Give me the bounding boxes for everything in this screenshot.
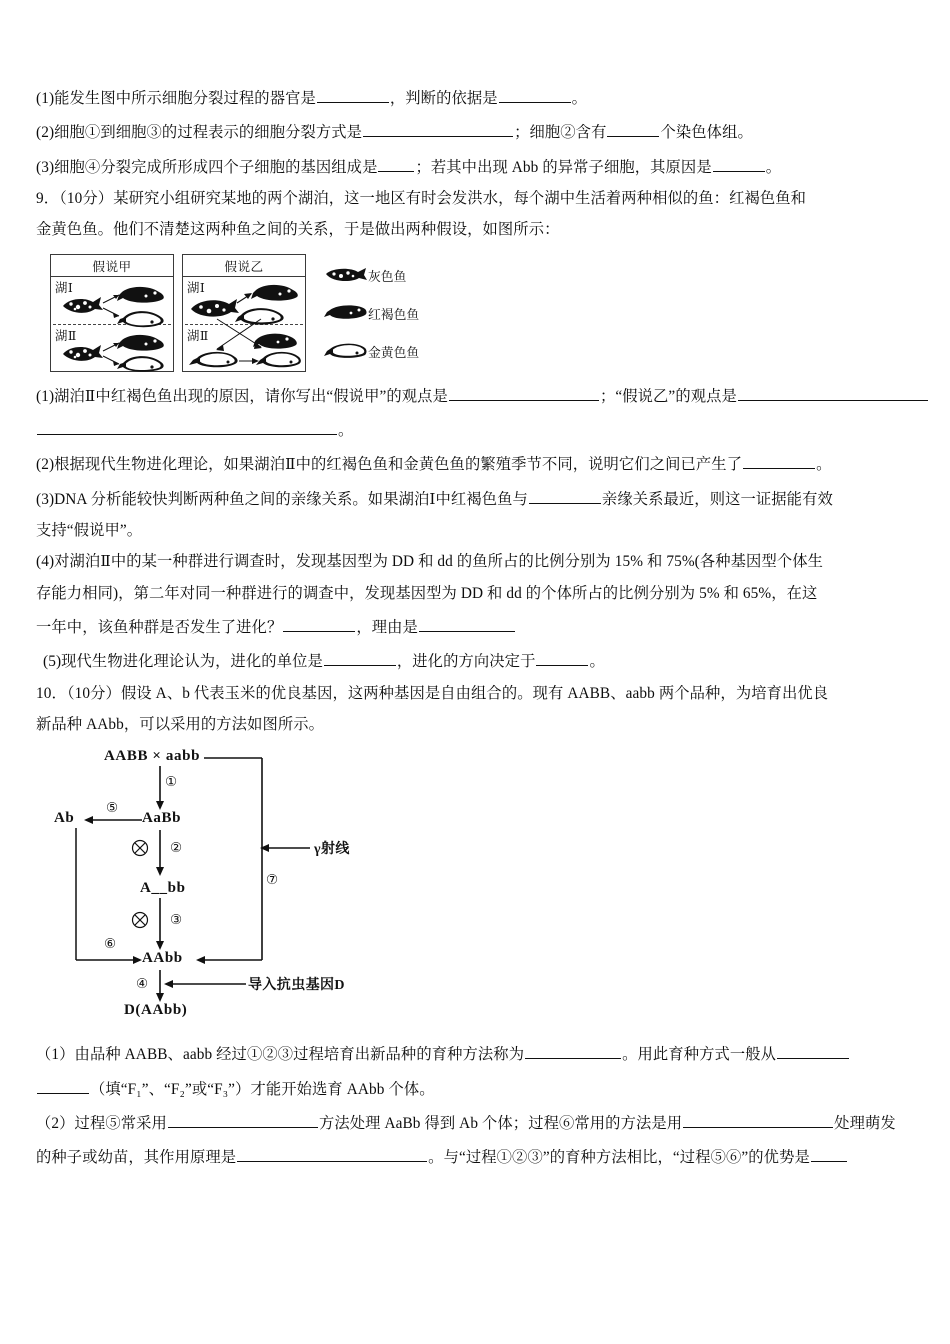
q9-item-1-prefix: (1): [36, 387, 55, 405]
q10-item-1-seg3: （填“F₁”、“F₂”或“F₃”）才能开始选育 AAbb 个体。: [90, 1080, 435, 1098]
answer-blank[interactable]: [283, 617, 355, 632]
q9-item-4-line2: [36, 586, 914, 601]
q9-item-4-seg3: 一年中，该鱼种群是否发生了进化？: [36, 619, 283, 637]
self-cross-icon-2: [133, 913, 148, 928]
golden-fish-icon: [189, 352, 238, 367]
fish-hypothesis-diagram: [36, 254, 914, 376]
q8-item-3-seg2: ；若其中出现 Abb 的异常子细胞，其原因是: [415, 158, 712, 176]
answer-blank[interactable]: [363, 122, 513, 137]
answer-blank[interactable]: [378, 157, 414, 172]
answer-blank[interactable]: [419, 617, 515, 632]
gamma-ray-annotation: γ射线: [314, 842, 350, 858]
q9-item-4-prefix: (4): [36, 553, 55, 571]
redbrown-fish-icon: [251, 285, 298, 301]
answer-blank[interactable]: [168, 1113, 318, 1128]
q9-item-3-seg3: 支持“假说甲”。: [36, 522, 143, 540]
golden-fish-icon: [256, 352, 301, 367]
q8-item-1-prefix: (1): [36, 90, 55, 108]
q9-item-3-seg1: DNA 分析能较快判断两种鱼之间的亲缘关系。如果湖泊Ⅰ中红褐色鱼与: [54, 490, 528, 508]
q10-item-2-line2: [36, 1147, 914, 1165]
golden-fish-icon: [322, 342, 368, 360]
answer-blank[interactable]: [525, 1044, 621, 1059]
gray-fish-icon: [322, 266, 368, 284]
answer-blank[interactable]: [37, 420, 337, 435]
answer-blank[interactable]: [499, 88, 571, 103]
q9-number: 9: [36, 190, 44, 208]
q9-item-3-line1: [36, 489, 914, 507]
golden-fish-icon: [235, 308, 284, 325]
breeding-step-5: ⑤: [106, 800, 119, 816]
gray-fish-icon: [191, 299, 239, 317]
hypothesis-jia-title: 假说甲: [51, 255, 173, 277]
breeding-step-7: ⑦: [266, 872, 279, 888]
q9-stem-text1: 某研究小组研究某地的两个湖泊，这一地区有时会发洪水，每个湖中生活着两种相似的鱼：红褐色鱼和: [113, 190, 807, 208]
q9-item-1-seg1: 湖泊Ⅱ中红褐色鱼出现的原因，请你写出“假说甲”的观点是: [54, 387, 448, 405]
q8-item-2-seg3: 个染色体组。: [660, 124, 753, 142]
hypothesis-box-jia: [50, 254, 174, 372]
q9-item-5: [36, 651, 914, 669]
redbrown-fish-icon: [117, 287, 164, 303]
q10-item-1-line2: [36, 1079, 914, 1097]
answer-blank[interactable]: [536, 651, 588, 666]
legend-redbrown-fish-label: 红褐色鱼: [368, 307, 420, 322]
breeding-node-final: D(AAbb): [124, 1002, 188, 1019]
q9-item-2-seg1: 根据现代生物进化理论，如果湖泊Ⅱ中的红褐色鱼和金黄色鱼的繁殖季节不同，说明它们之间已产生了: [54, 456, 743, 474]
q9-item-2-prefix: (2): [36, 456, 55, 474]
self-cross-icon-1: [133, 841, 148, 856]
answer-blank[interactable]: [449, 386, 599, 401]
breeding-step-1: ①: [165, 774, 178, 790]
q10-item-1-prefix: （1）: [36, 1046, 75, 1064]
golden-fish-icon: [117, 311, 164, 327]
question-9-subitems: [36, 386, 914, 670]
q8-item-2: [36, 122, 914, 140]
q10-dot: ．: [51, 684, 67, 702]
lake-2-label-yi: 湖Ⅱ: [187, 328, 209, 343]
breeding-node-haploid: Ab: [54, 810, 75, 827]
q9-item-5-seg1: 现代生物进化理论认为，进化的单位是: [61, 653, 323, 671]
q10-item-2-seg4: 的种子或幼苗，其作用原理是: [36, 1149, 237, 1167]
q9-item-3-seg2: 亲缘关系最近，则这一证据能有效: [601, 490, 833, 508]
answer-blank[interactable]: [683, 1113, 833, 1128]
question-10: [36, 686, 914, 733]
q8-item-1-seg3: 。: [571, 90, 588, 108]
q10-item-2-seg1: 过程⑤常采用: [74, 1115, 167, 1133]
page-content: [36, 88, 914, 1182]
golden-fish-icon: [117, 356, 164, 372]
answer-blank[interactable]: [37, 1079, 89, 1094]
q10-item-2-seg2: 方法处理 AaBb 得到 Ab 个体；过程⑥常用的方法是用: [318, 1115, 683, 1133]
answer-blank[interactable]: [811, 1147, 847, 1162]
q10-stem-text2: 新品种 AAbb，可以采用的方法如图所示。: [36, 716, 325, 734]
q10-item-2-prefix: （2）: [36, 1115, 75, 1133]
answer-blank[interactable]: [713, 157, 765, 172]
legend-gray-fish-label: 灰色鱼: [368, 269, 407, 284]
breeding-node-parent: AABB × aabb: [104, 748, 201, 765]
breeding-node-target: AAbb: [142, 950, 183, 967]
question-10-subitems: [36, 1044, 914, 1165]
q9-item-4-line1: [36, 554, 914, 569]
answer-blank[interactable]: [738, 386, 928, 401]
question-8-subitems: [36, 88, 914, 175]
q9-item-3-line2: [36, 523, 914, 538]
answer-blank[interactable]: [237, 1147, 427, 1162]
q9-item-2: [36, 454, 914, 472]
q9-stem-line1: [36, 191, 914, 206]
legend-item-redbrown-fish: [322, 304, 419, 323]
q10-item-2-seg5: 。与“过程①②③”的育种方法相比，“过程⑤⑥”的优势是: [428, 1149, 810, 1167]
answer-blank[interactable]: [777, 1044, 849, 1059]
q10-stem-text1: 假设 A、b 代表玉米的优良基因，这两种基因是自由组合的。现有 AABB、aabb 两个品种，为培育出优良: [120, 684, 829, 702]
answer-blank[interactable]: [607, 122, 659, 137]
hypothesis-jia-fish-svg: [51, 277, 175, 373]
gray-fish-icon: [63, 297, 103, 313]
q10-stem-line2: [36, 717, 914, 732]
q8-item-2-seg2: ；细胞②含有: [514, 124, 607, 142]
q8-item-2-seg1: 细胞①到细胞③的过程表示的细胞分裂方式是: [54, 124, 363, 142]
q10-item-2-line1: [36, 1113, 914, 1131]
breeding-node-f1: AaBb: [142, 810, 182, 827]
breeding-step-4: ④: [136, 976, 149, 992]
q9-item-1-seg2: ；“假说乙”的观点是: [599, 387, 737, 405]
q8-item-1: [36, 88, 914, 106]
gene-insert-annotation: 导入抗虫基因D: [248, 978, 345, 994]
q10-item-1-seg1: 由品种 AABB、aabb 经过①②③过程培育出新品种的育种方法称为: [74, 1046, 525, 1064]
q10-item-2-seg3: 处理萌发: [834, 1115, 896, 1133]
q9-item-4-seg4: ，理由是: [356, 619, 418, 637]
answer-blank[interactable]: [317, 88, 389, 103]
redbrown-fish-icon: [117, 335, 164, 351]
gray-fish-icon: [63, 345, 103, 361]
breeding-step-3: ③: [170, 912, 183, 928]
redbrown-fish-icon: [322, 304, 368, 322]
answer-blank[interactable]: [529, 489, 601, 504]
q8-item-3-prefix: (3): [36, 158, 55, 176]
q8-item-3-seg1: 细胞④分裂完成所形成四个子细胞的基因组成是: [54, 158, 378, 176]
breeding-step-2: ②: [170, 840, 183, 856]
lake-2-label-jia: 湖Ⅱ: [55, 328, 77, 343]
lake-1-label-yi: 湖Ⅰ: [187, 280, 206, 295]
q9-dot: ．: [43, 190, 60, 208]
q10-item-1-line1: [36, 1044, 914, 1062]
question-9: [36, 191, 914, 238]
legend-item-golden-fish: [322, 342, 419, 361]
q10-stem-line1: [36, 686, 914, 701]
answer-blank[interactable]: [743, 454, 815, 469]
q9-item-5-prefix: (5): [43, 653, 62, 671]
q8-item-3-seg3: 。: [765, 158, 782, 176]
q9-item-4-seg1: 对湖泊Ⅱ中的某一种群进行调查时，发现基因型为 DD 和 dd 的鱼所占的比例分别为 15% 和 75%(各种基因型个体生: [54, 553, 824, 571]
q9-item-3-prefix: (3): [36, 490, 55, 508]
q9-score: （10分）: [59, 190, 114, 208]
q9-item-5-seg3: 。: [589, 653, 605, 671]
q9-item-1-seg4: 。: [338, 422, 354, 440]
hypothesis-yi-fish-svg: [183, 277, 307, 373]
q10-item-1-seg2: 。用此育种方式一般从: [622, 1046, 777, 1064]
q9-item-5-seg2: ，进化的方向决定于: [396, 653, 536, 671]
q10-number: 10: [36, 684, 52, 702]
q8-item-1-seg1: 能发生图中所示细胞分裂过程的器官是: [54, 90, 316, 108]
q9-item-2-seg2: 。: [816, 456, 832, 474]
q8-item-2-prefix: (2): [36, 124, 55, 142]
answer-blank[interactable]: [324, 651, 396, 666]
q8-item-3: [36, 157, 914, 175]
q8-item-1-seg2: ，判断的依据是: [389, 90, 498, 108]
q10-score: （10分）: [66, 684, 121, 702]
breeding-flow-diagram: [52, 748, 382, 1034]
lake-1-label-jia: 湖Ⅰ: [55, 280, 74, 295]
hypothesis-yi-title: 假说乙: [183, 255, 305, 277]
breeding-step-6: ⑥: [104, 936, 117, 952]
breeding-node-f2: A__bb: [140, 880, 186, 897]
q9-item-1-line2: [36, 420, 914, 438]
q9-item-1-line1: [36, 386, 914, 404]
q9-stem-text2: 金黄色鱼。他们不清楚这两种鱼之间的关系，于是做出两种假设，如图所示：: [36, 221, 560, 239]
legend-item-gray-fish: [322, 266, 406, 285]
legend-golden-fish-label: 金黄色鱼: [368, 345, 420, 360]
q9-item-4-seg2: 存能力相同)，第二年对同一种群进行的调查中，发现基因型为 DD 和 dd 的个体所占的比例分别为 5% 和 65%，在这: [36, 584, 818, 602]
q9-item-4-line3: [36, 617, 914, 635]
q9-stem-line2: [36, 222, 914, 237]
hypothesis-box-yi: [182, 254, 306, 372]
